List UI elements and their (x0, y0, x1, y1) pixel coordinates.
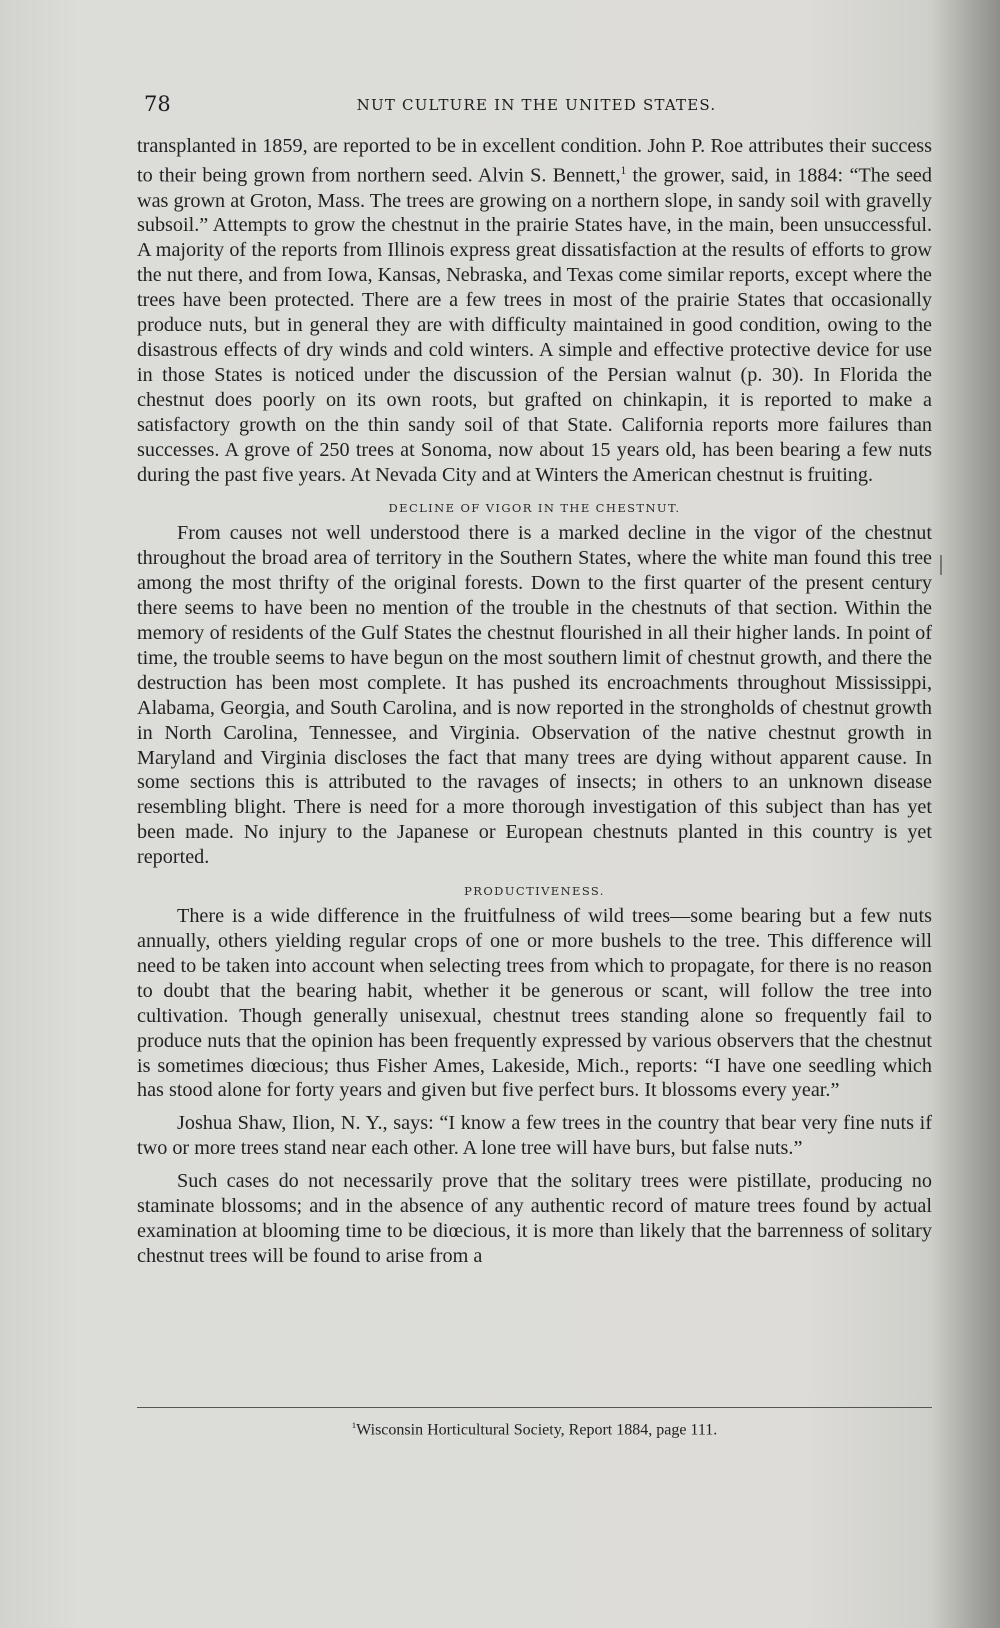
running-head: NUT CULTURE IN THE UNITED STATES. (356, 96, 717, 114)
paragraph-shaw-quote: Joshua Shaw, Ilion, N. Y., says: “I know a few trees in the country that bear very fine nuts if two or more trees stand near each other. A lone tree will have burs, but false nuts.” (137, 1112, 932, 1160)
footnote-text: Wisconsin Horticultural Society, Report 1884, page 111. (356, 1421, 718, 1439)
paragraph-decline: From causes not well understood there is a marked decline in the vigor of the chestnut throughout the broad area of territory in the Southern States, where the white man found this tree among the most thrifty of the original forests. Down to the first quarter of the present century there seems to have been no mention of the trouble in the chestnuts of that section. Within the memory of residents of the Gulf States the chestnut flourished in all their higher lands. In point of time, the trouble seems to have begun on the most southern limit of chestnut growth, and there the destruction has been most complete. It has pushed its encroachments throughout Mississippi, Alabama, Georgia, and South Carolina, and is now reported in the strongholds of chestnut growth in North Carolina, Tennessee, and Virginia. Observation of the native chestnut growth in Maryland and Virginia discloses the fact that many trees are dying without apparent cause. In some sections this is attributed to the ravages of insects; in others to an unknown disease resembling blight. There is need for a more thorough investigation of this subject than has yet been made. No injury to the Japanese or European chestnuts planted in this country is yet reported. (137, 522, 932, 869)
paragraph-text: the grower, said, in 1884: “The seed was grown at Groton, Mass. The trees are growing on a northern slope, in sandy soil with gravelly subsoil.” Attempts to grow the chestnut in the prairie States have, in the main, been unsuccessful. A majority of the reports from Illinois express great dissatisfaction at the results of efforts to grow the nut there, and from Iowa, Kansas, Nebraska, and Texas come similar reports, except where the trees have been protected. There are a few trees in most of the prairie States that occasionally produce nuts, but in general they are with difficulty maintained in good condition, owing to the disastrous effects of dry winds and cold winters. A simple and effective protective device for use in those States is noticed under the discussion of the Persian walnut (p. 30). In Florida the chestnut does poorly on its own roots, but grafted on chinkapin, it is reported to make a satisfactory growth on the thin sandy soil of that State. California reports more failures than successes. A grove of 250 trees at Sonoma, now about 15 years old, has been bearing a few nuts during the past five years. At Nevada City and at Winters the American chestnut is fruiting. (137, 164, 932, 486)
paragraph-solitary-trees: Such cases do not necessarily prove that the solitary trees were pistillate, producing no staminate blossoms; and in the absence of any authentic record of mature trees found by actual examination at blooming time to be diœcious, it is more than likely that the barrenness of solitary chestnut trees will be found to arise from a (137, 1170, 932, 1267)
paragraph-productiveness: There is a wide difference in the fruitfulness of wild trees—some bearing but a few nuts annually, others yielding regular crops of one or more bushels to the tree. This difference will need to be taken into account when selecting trees from which to propagate, for there is no reason to doubt that the bearing habit, whether it be generous or scant, will follow the tree into cultivation. Though generally unisexual, chestnut trees standing alone so frequently fail to produce nuts that the opinion has been frequently expressed by various observers that the chestnut is sometimes diœcious; thus Fisher Ames, Lakeside, Mich., reports: “I have one seedling which has stood alone for forty years and given but five perfect burs. It blossoms every year.” (137, 905, 932, 1102)
page-number: 78 (144, 92, 171, 116)
section-heading-decline: DECLINE OF VIGOR IN THE CHESTNUT. (388, 501, 681, 516)
page-header (144, 92, 929, 122)
body-text (137, 134, 932, 1269)
margin-mark (940, 555, 942, 575)
section-heading-productiveness: PRODUCTIVENESS. (464, 884, 605, 899)
paragraph-continuation (137, 134, 932, 487)
paragraph-text: transplanted in 1859, are reported to be in excellent condition. John P. Roe attributes their success to their being grown from northern seed. Alvin S. Bennett, (137, 135, 932, 187)
footnote (137, 1420, 932, 1439)
footnote-marker: 1 (351, 1420, 357, 1430)
footnote-divider (137, 1407, 932, 1408)
footnote-ref: 1 (620, 164, 627, 177)
